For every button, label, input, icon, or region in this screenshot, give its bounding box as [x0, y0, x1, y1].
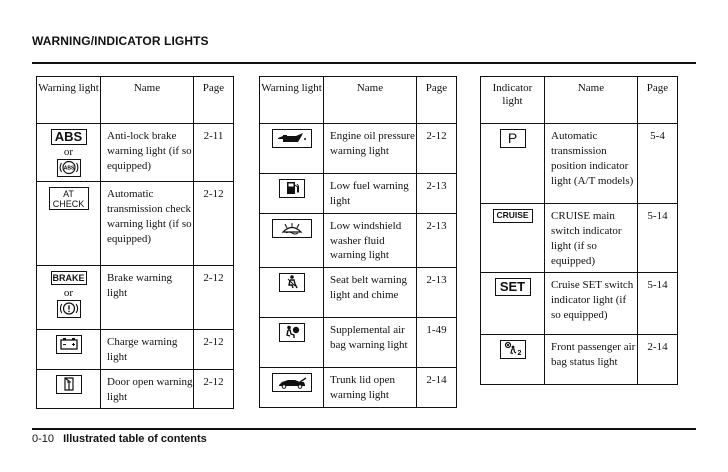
icon-cell: [260, 368, 324, 408]
table-row: [37, 266, 234, 330]
svg-text:ABS: ABS: [63, 165, 74, 172]
table-row: [260, 318, 457, 368]
light-name: Brake warning light: [101, 266, 194, 330]
page-ref: 2-12: [194, 266, 234, 330]
icon-cell: [37, 330, 101, 370]
light-name: Low windshield washer fluid warning light: [324, 213, 417, 268]
col-header-page: Page: [638, 77, 678, 124]
bottom-rule: [32, 428, 696, 430]
fuel-pump-icon: [279, 179, 305, 198]
page-ref: 2-11: [194, 124, 234, 182]
light-name: Low fuel warning light: [324, 174, 417, 214]
page-ref: 2-13: [417, 174, 457, 214]
col-header-indicator-light: Indicator light: [481, 77, 545, 124]
table-row: [481, 204, 678, 273]
trunk-open-icon: [272, 373, 312, 392]
page-ref: 5-4: [638, 124, 678, 204]
col-header-warning-light: Warning light: [260, 77, 324, 124]
icon-cell: [37, 266, 101, 330]
door-open-icon: [56, 375, 82, 394]
col-header-name: Name: [324, 77, 417, 124]
airbag-icon: [279, 323, 305, 342]
light-name: Charge warning light: [101, 330, 194, 370]
icon-cell: [260, 124, 324, 174]
or-label: or: [63, 146, 74, 158]
icon-cell: [481, 273, 545, 335]
page-ref: 5-14: [638, 204, 678, 273]
table-row: [481, 273, 678, 335]
icon-cell: [481, 335, 545, 385]
light-name: Trunk lid open warning light: [324, 368, 417, 408]
light-name: Automatic transmission position indicator light (A/T models): [545, 124, 638, 204]
icon-cell: [260, 268, 324, 318]
page-ref: 2-12: [194, 330, 234, 370]
col-header-page: Page: [417, 77, 457, 124]
page-ref: 2-13: [417, 213, 457, 268]
or-label: or: [63, 286, 74, 299]
table-row: [260, 124, 457, 174]
abs-circle-icon: [57, 159, 81, 177]
brake-circle-icon: [57, 300, 81, 318]
table-row: [481, 124, 678, 204]
page-number: 0-10: [32, 433, 55, 445]
page-ref: 2-13: [417, 268, 457, 318]
seat-belt-icon: [279, 273, 305, 292]
col-header-name: Name: [545, 77, 638, 124]
table-row: [37, 182, 234, 266]
passenger-airbag-icon: [500, 340, 526, 359]
page-ref: 1-49: [417, 318, 457, 368]
at-check-icon: AT CHECK: [49, 187, 89, 210]
icon-cell: [481, 204, 545, 273]
page-ref: 2-14: [638, 335, 678, 385]
icon-cell: [260, 174, 324, 214]
col-header-name: Name: [101, 77, 194, 124]
page-footer: [32, 433, 207, 445]
washer-fluid-icon: [272, 219, 312, 238]
light-name: CRUISE main switch indicator light (if so equipped): [545, 204, 638, 273]
table-row: [260, 174, 457, 214]
table-row: [37, 369, 234, 409]
footer-title: Illustrated table of contents: [63, 433, 207, 445]
light-name: Cruise SET switch indicator light (if so equipped): [545, 273, 638, 335]
table-row: [37, 330, 234, 370]
section-title: WARNING/INDICATOR LIGHTS: [32, 34, 209, 48]
icon-cell: [260, 213, 324, 268]
oil-can-icon: [272, 129, 312, 148]
light-name: Door open warning light: [101, 369, 194, 409]
light-name: Supplemental air bag warning light: [324, 318, 417, 368]
cruise-icon: CRUISE: [493, 209, 533, 223]
light-name: Front passenger air bag status light: [545, 335, 638, 385]
page-ref: 2-12: [194, 182, 234, 266]
abs-icon: ABS: [51, 129, 87, 145]
table-row: [37, 124, 234, 182]
brake-icon: BRAKE: [52, 273, 85, 284]
col-header-warning-light: Warning light: [37, 77, 101, 124]
indicator-lights-table: [480, 76, 678, 385]
page-ref: 5-14: [638, 273, 678, 335]
battery-icon: [56, 335, 82, 354]
svg-text:2: 2: [517, 350, 521, 358]
table-row: [260, 213, 457, 268]
table-row: [481, 335, 678, 385]
warning-lights-table-1: [36, 76, 234, 409]
icon-cell: [481, 124, 545, 204]
light-name: Engine oil pressure warning light: [324, 124, 417, 174]
park-p-icon: P: [500, 129, 526, 148]
page-ref: 2-12: [417, 124, 457, 174]
light-name: Seat belt warning light and chime: [324, 268, 417, 318]
icon-cell: [37, 182, 101, 266]
top-rule: [32, 62, 696, 64]
page-ref: 2-12: [194, 369, 234, 409]
col-header-page: Page: [194, 77, 234, 124]
icon-cell: [37, 124, 101, 182]
icon-cell: [260, 318, 324, 368]
light-name: Anti-lock brake warning light (if so equipped): [101, 124, 194, 182]
light-name: Automatic transmission check warning light (if so equipped): [101, 182, 194, 266]
page-ref: 2-14: [417, 368, 457, 408]
set-icon: SET: [495, 278, 531, 296]
table-row: [260, 268, 457, 318]
icon-cell: [37, 369, 101, 409]
warning-lights-table-2: [259, 76, 457, 408]
table-row: [260, 368, 457, 408]
